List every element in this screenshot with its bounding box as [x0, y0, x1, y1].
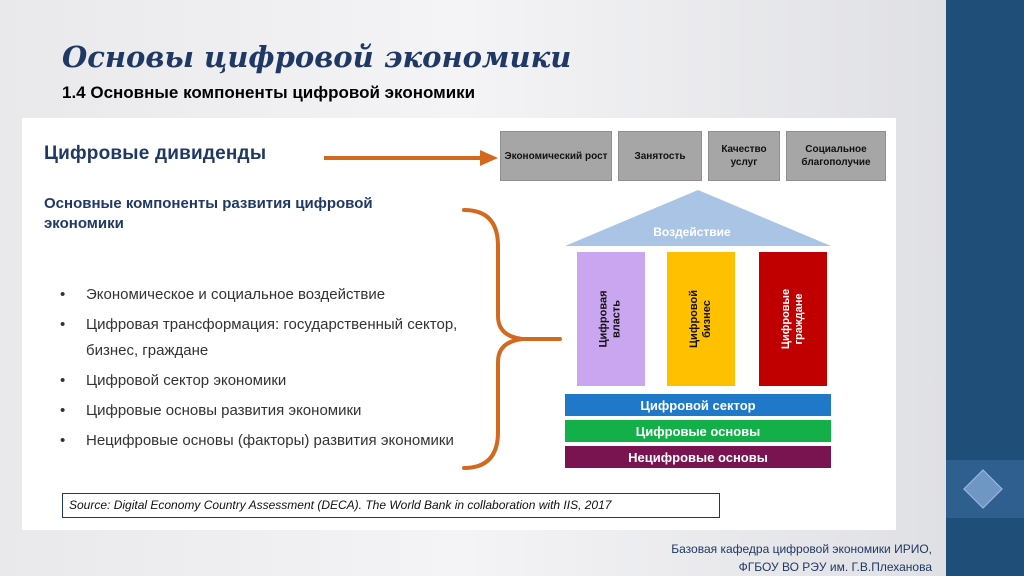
bullet-item: • Экономическое и социальное воздействие [60, 282, 460, 308]
layer-non-digital-foundations: Нецифровые основы [565, 446, 831, 468]
impact-box-economic-growth: Экономический рост [500, 131, 612, 181]
pillar-label: Цифровые граждане [779, 288, 805, 350]
pillar-digital-citizens [759, 252, 827, 386]
impact-roof [565, 188, 831, 248]
footer-line-2: ФГБОУ ВО РЭУ им. Г.В.Плеханова [738, 560, 932, 574]
pillar-digital-business [667, 252, 735, 386]
source-citation: Source: Digital Economy Country Assessment (DECA). The World Bank in collaboration with IIS, 2017 [62, 493, 720, 518]
bullet-item: • Цифровой сектор экономики [60, 368, 460, 394]
bullet-item: • Цифровые основы развития экономики [60, 398, 460, 424]
slide-subtitle: 1.4 Основные компоненты цифровой экономики [62, 83, 476, 102]
impact-box-social-wellbeing: Социальное благополучие [786, 131, 886, 181]
bullet-item: • Нецифровые основы (факторы) развития экономики [60, 428, 460, 454]
arrow-right-icon [322, 145, 502, 171]
components-heading: Основные компоненты развития цифровой экономики [44, 195, 373, 232]
layer-digital-foundations: Цифровые основы [565, 420, 831, 442]
layer-digital-sector: Цифровой сектор [565, 394, 831, 416]
impact-roof-label: Воздействие [653, 225, 731, 239]
pillar-label: Цифровая власть [597, 290, 623, 348]
slide-title: Основы цифровой экономики [62, 40, 572, 74]
impact-box-employment: Занятость [618, 131, 702, 181]
components-bullet-list [60, 282, 460, 458]
impact-box-service-quality: Качество услуг [708, 131, 780, 181]
footer-affiliation [671, 540, 932, 576]
diagram-panel [22, 118, 896, 530]
bullet-item: • Цифровая трансформация: государственный сектор, бизнес, граждане [60, 312, 460, 364]
curly-brace-icon [462, 206, 572, 476]
digital-dividends-label: Цифровые дивиденды [44, 143, 267, 164]
pillar-label: Цифровой бизнес [688, 290, 713, 348]
pillar-digital-government [577, 252, 645, 386]
footer-line-1: Базовая кафедра цифровой экономики ИРИО, [671, 542, 932, 556]
